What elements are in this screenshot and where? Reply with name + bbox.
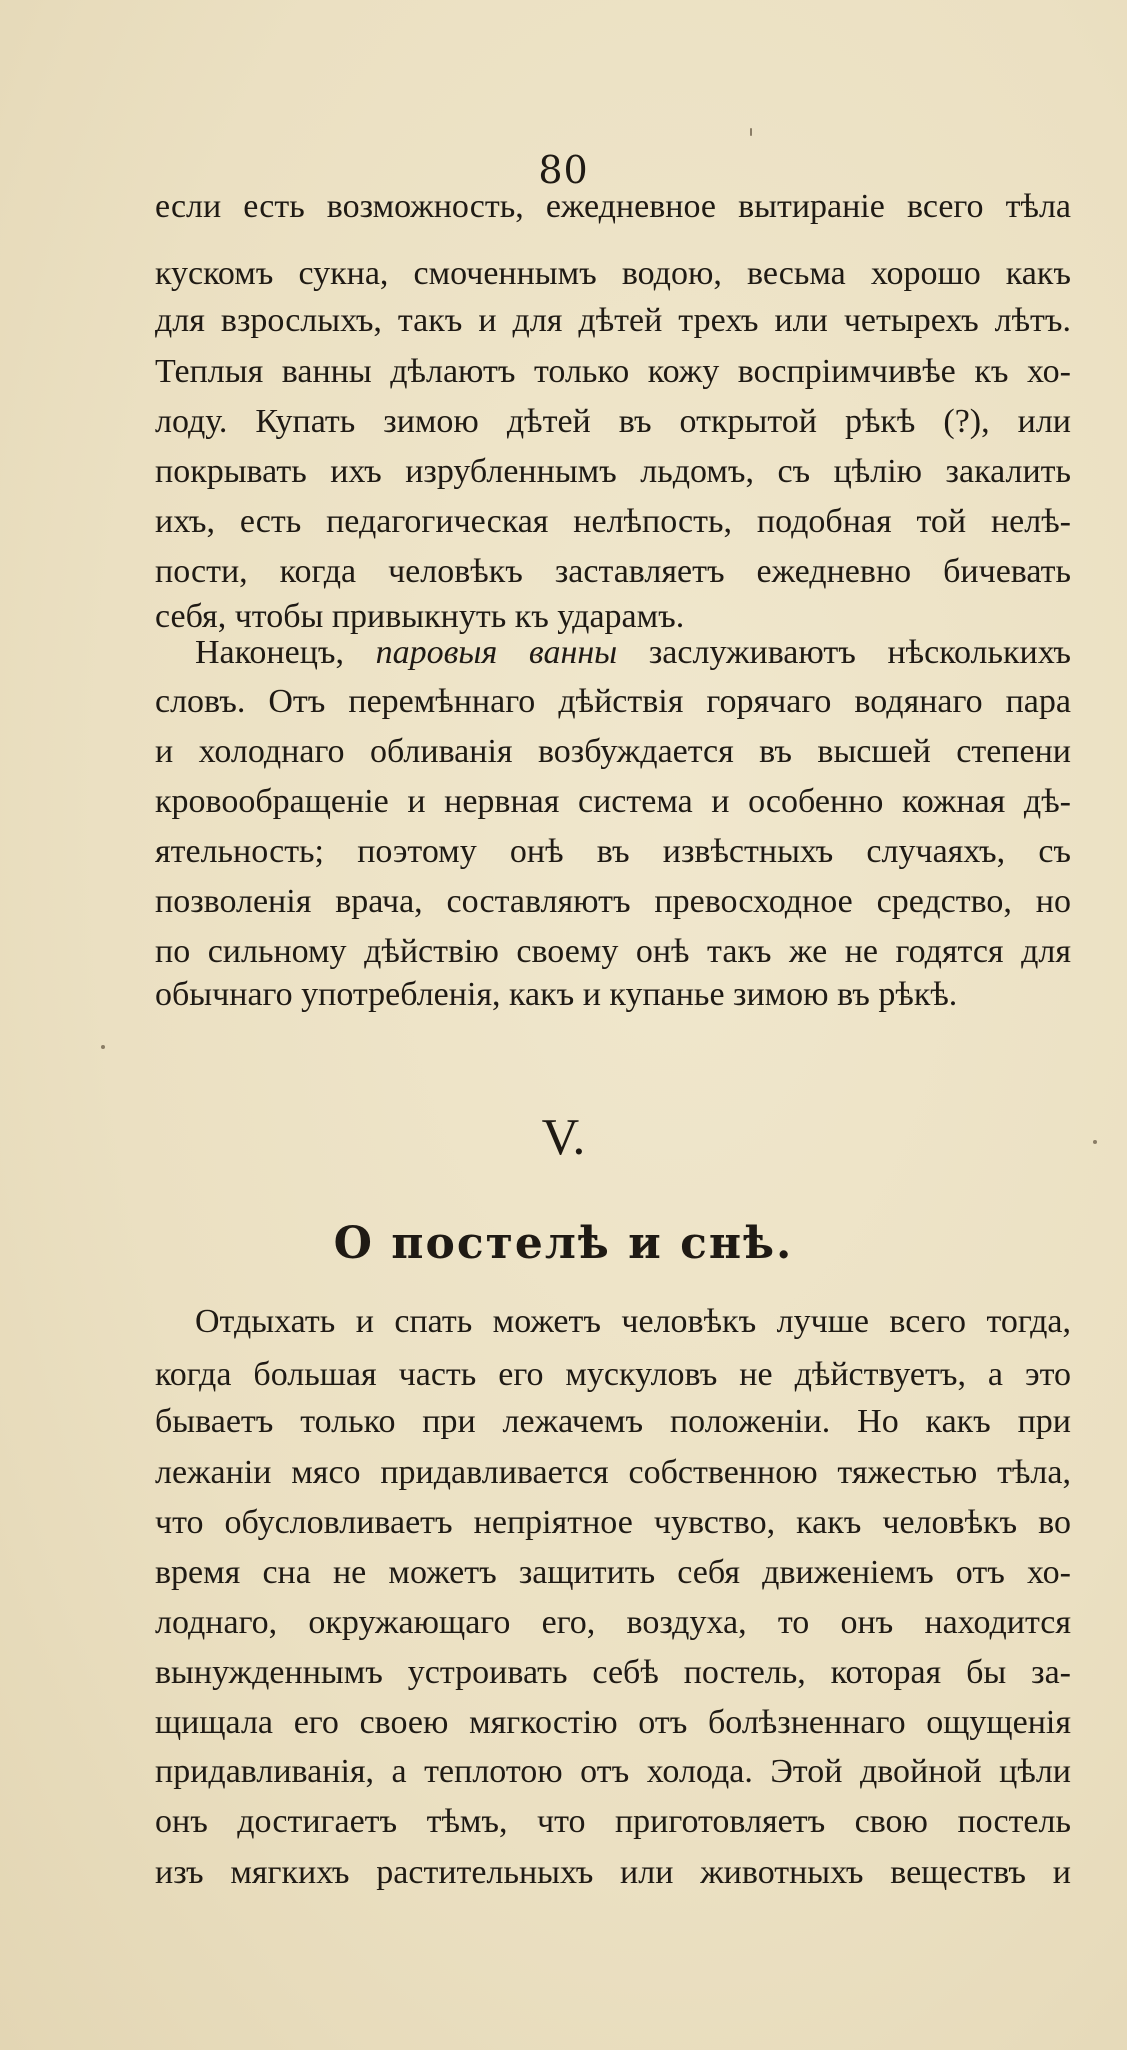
text-line: Отдыхать и спать можетъ человѣкъ лучше всего тогда, <box>195 1303 1071 1340</box>
text-line: и холоднаго обливанiя возбуждается въ высшей степени <box>155 733 1071 770</box>
text-line: лоду. Купать зимою дѣтей въ открытой рѣкѣ (?), или <box>155 403 1071 440</box>
text-line: изъ мягкихъ растительныхъ или животныхъ веществъ и <box>155 1854 1071 1891</box>
text-line: кускомъ сукна, смоченнымъ водою, весьма хорошо какъ <box>155 255 1071 292</box>
text-line: ихъ, есть педагогическая нелѣпость, подобная той нелѣ- <box>155 503 1071 540</box>
paragraph-continuation: заслуживаютъ нѣсколькихъ <box>617 634 1072 671</box>
text-line: лоднаго, окружающаго его, воздуха, то онъ находится <box>155 1604 1071 1641</box>
text-line: придавливанiя, а теплотою отъ холода. Этой двойной цѣли <box>155 1753 1071 1790</box>
text-line: лежанiи мясо придавливается собственною тяжестью тѣла, <box>155 1454 1071 1491</box>
text-line: пости, когда человѣкъ заставляетъ ежедневно бичевать <box>155 553 1071 590</box>
text-line: когда большая часть его мускуловъ не дѣйствуетъ, а это <box>155 1356 1071 1393</box>
text-line: бываетъ только при лежачемъ положенiи. Но какъ при <box>155 1403 1071 1440</box>
text-line: время сна не можетъ защитить себя движенiемъ отъ хо- <box>155 1554 1071 1591</box>
text-line: ятельность; поэтому онѣ въ извѣстныхъ случаяхъ, съ <box>155 833 1071 870</box>
text-line: словъ. Отъ перемѣннаго дѣйствiя горячаго водянаго пара <box>155 683 1071 720</box>
text-line: если есть возможность, ежедневное вытиранiе всего тѣла <box>155 188 1071 225</box>
page-number: 80 <box>538 148 589 192</box>
text-line: кровообращенiе и нервная система и особенно кожная дѣ- <box>155 783 1071 820</box>
text-line: Теплыя ванны дѣлаютъ только кожу воспрiимчивѣе къ хо- <box>155 353 1071 390</box>
paper-speck <box>101 1045 105 1049</box>
italic-term: паровыя ванны <box>375 634 618 671</box>
text-line: позволенiя врача, составляютъ превосходное средство, но <box>155 883 1071 920</box>
text-line: по сильному дѣйствiю своему онѣ такъ же не годятся для <box>155 933 1071 970</box>
paper-speck <box>1093 1140 1097 1144</box>
text-line-first <box>195 633 1071 673</box>
text-line: вынужденнымъ устроивать себѣ постель, которая бы за- <box>155 1654 1071 1691</box>
text-line: щищала его своею мягкостiю отъ болѣзненнаго ощущенiя <box>155 1704 1071 1741</box>
text-line: себя, чтобы привыкнуть къ ударамъ. <box>155 598 685 635</box>
text-line: онъ достигаетъ тѣмъ, что приготовляетъ свою постель <box>155 1803 1071 1840</box>
section-title: О постелѣ и снѣ. <box>333 1218 794 1269</box>
section-number: V. <box>541 1109 586 1166</box>
text-line: для взрослыхъ, такъ и для дѣтей трехъ или четырехъ лѣтъ. <box>155 302 1071 339</box>
text-line: что обусловливаетъ непрiятное чувство, какъ человѣкъ во <box>155 1504 1071 1541</box>
paper-speck <box>750 128 752 136</box>
paragraph-start: Наконецъ, <box>195 634 376 671</box>
text-line: покрывать ихъ изрубленнымъ льдомъ, съ цѣлiю закалить <box>155 453 1071 490</box>
text-line: обычнаго употребленiя, какъ и купанье зимою въ рѣкѣ. <box>155 976 958 1013</box>
